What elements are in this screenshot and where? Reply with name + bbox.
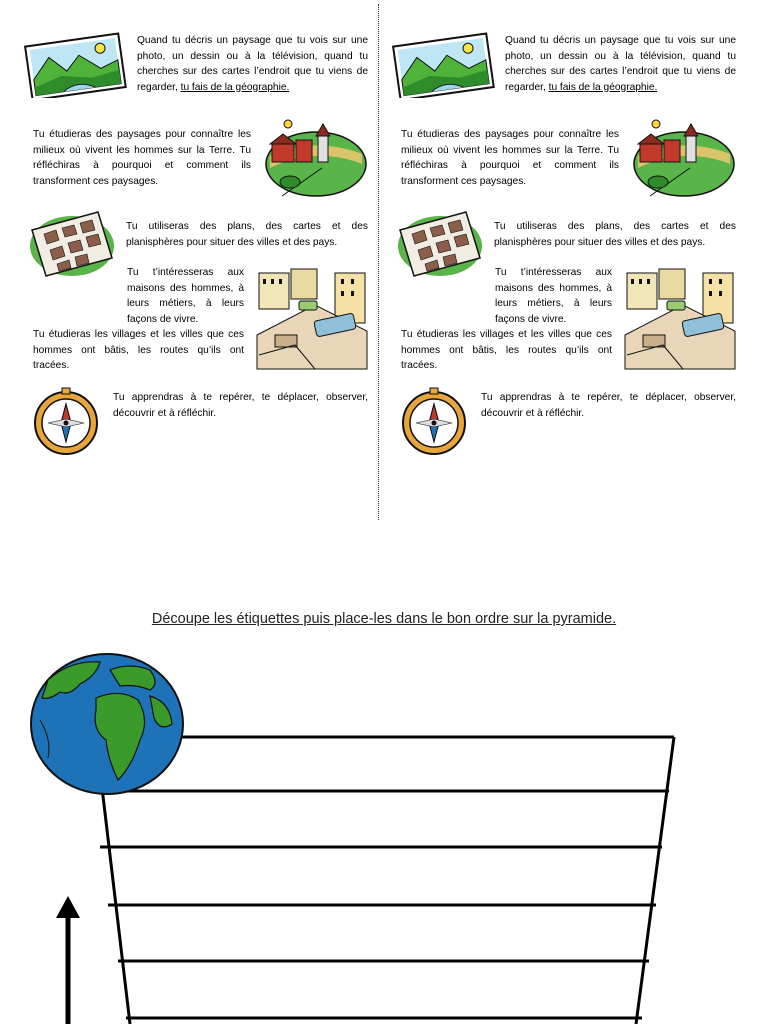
landscape-photo-icon (20, 30, 128, 98)
landscape-photo-icon (388, 30, 496, 98)
instruction-text: Découpe les étiquettes puis place-les dans le bon ordre sur la pyramide. (151, 611, 617, 627)
card-left (0, 0, 378, 520)
paragraph-houses: Tu t’intéresseras aux maisons des hommes, à leurs métiers, à leurs façons de vivre. (495, 267, 612, 325)
paragraph-maps: Tu utiliseras des plans, des cartes et des planisphères pour situer des villes et des pays. (494, 221, 736, 248)
paragraph-maps: Tu utiliseras des plans, des cartes et des planisphères pour situer des villes et des pays. (126, 221, 368, 248)
card-right (368, 0, 746, 520)
compass-icon (30, 386, 102, 458)
globe-icon (31, 654, 183, 794)
paragraph-geography: Quand tu décris un paysage que tu vois sur une photo, un dessin ou à la télévision, quand tu cherches sur des cartes l’endroit que tu viens de regarder, tu fais de la géographie. (137, 35, 368, 93)
paragraph-orientation: Tu apprendras à te repérer, te déplacer, observer, découvrir et à réfléchir. (481, 392, 736, 419)
town-street-icon (623, 265, 737, 370)
town-street-icon (255, 265, 369, 370)
village-icon (262, 116, 370, 198)
village-icon (630, 116, 738, 198)
paragraph-villages: Tu étudieras les villages et les villes que ces hommes ont bâtis, les routes qu’ils ont tracées. (33, 329, 244, 371)
paragraph-geography: Quand tu décris un paysage que tu vois sur une photo, un dessin ou à la télévision, quand tu cherches sur des cartes l’endroit que tu viens de regarder, tu fais de la géographie. (505, 35, 736, 93)
up-arrow-icon (56, 896, 80, 1024)
pyramid (86, 737, 674, 1024)
paragraph-landscapes: Tu étudieras des paysages pour connaître les milieux où vivent les hommes sur la Terre. Tu réfléchiras à pourquoi et comment ils transforment ces paysages. (401, 129, 619, 187)
pyramid-diagram (0, 640, 768, 1024)
paragraph-orientation: Tu apprendras à te repérer, te déplacer, observer, découvrir et à réfléchir. (113, 392, 368, 419)
paragraph-villages: Tu étudieras les villages et les villes que ces hommes ont bâtis, les routes qu’ils ont tracées. (401, 329, 612, 371)
paragraph-landscapes: Tu étudieras des paysages pour connaître les milieux où vivent les hommes sur la Terre. Tu réfléchiras à pourquoi et comment ils transforment ces paysages. (33, 129, 251, 187)
compass-icon (398, 386, 470, 458)
paragraph-houses: Tu t’intéresseras aux maisons des hommes, à leurs métiers, à leurs façons de vivre. (127, 267, 244, 325)
cut-line (378, 4, 379, 520)
